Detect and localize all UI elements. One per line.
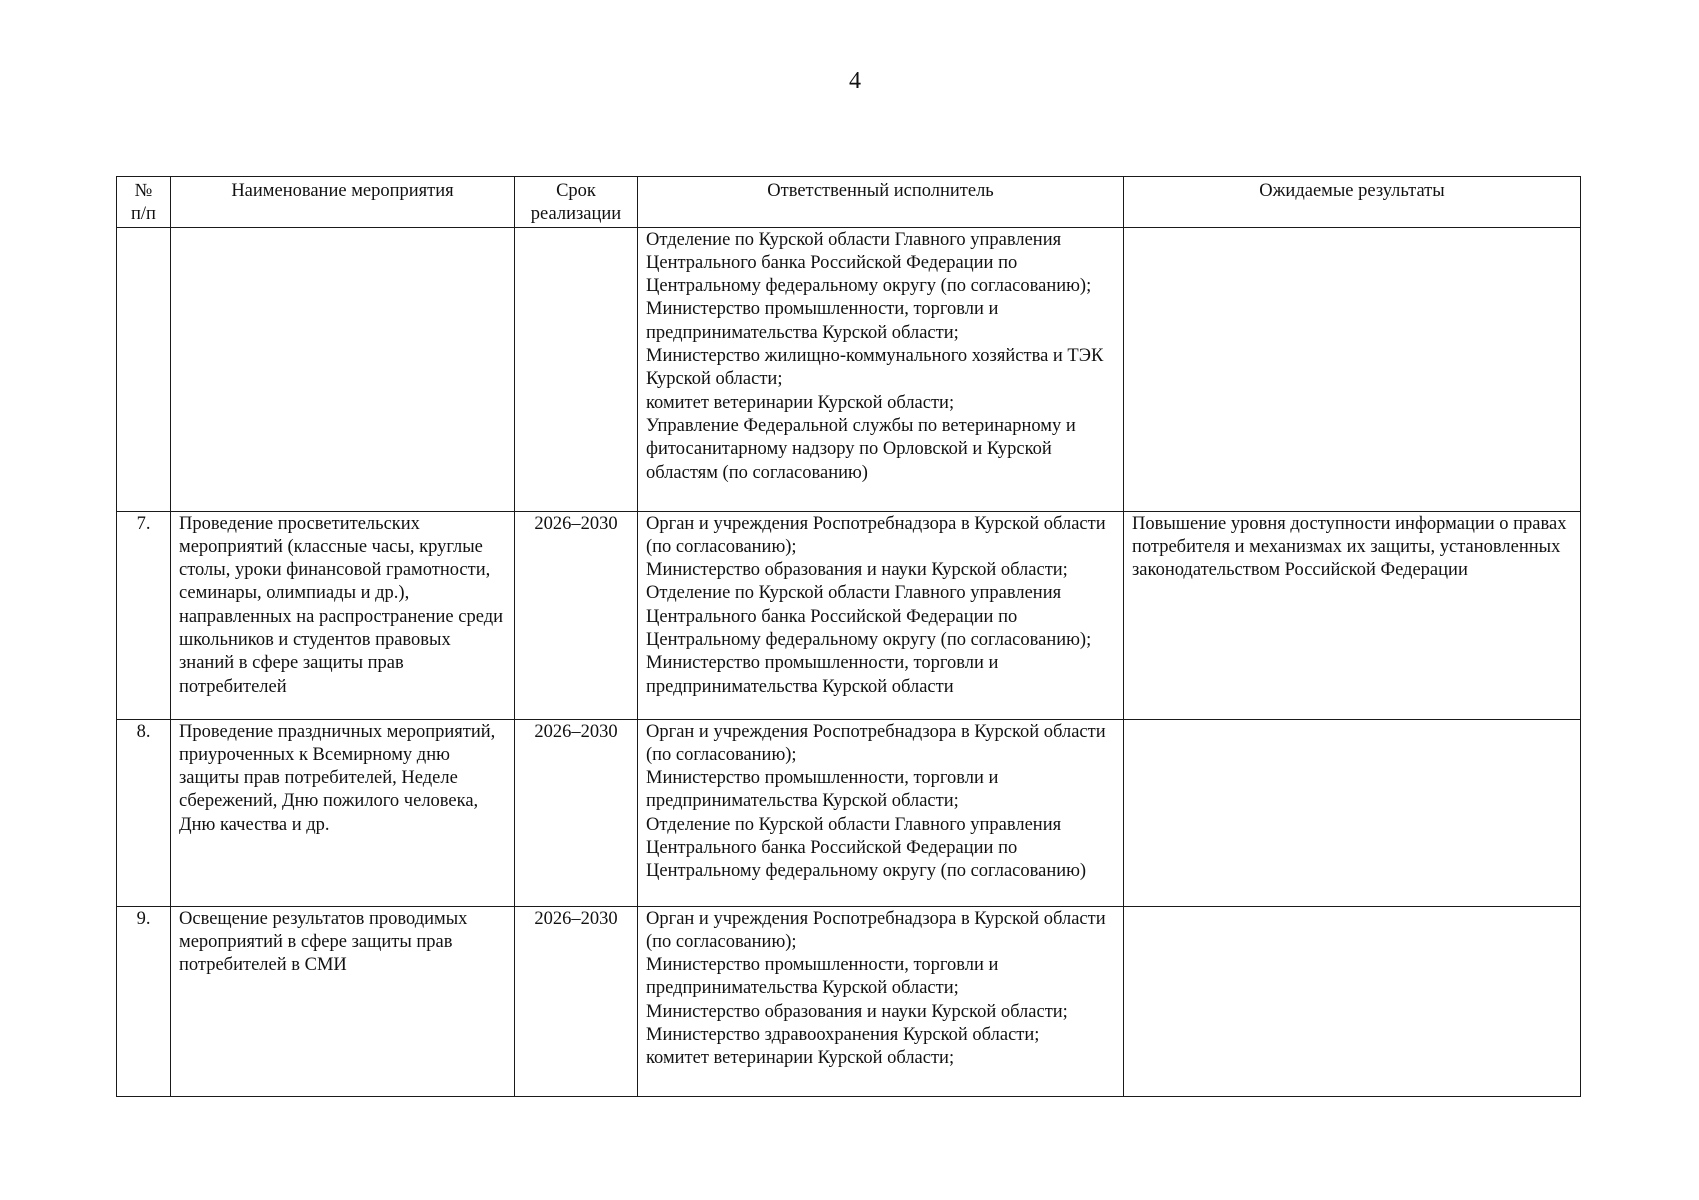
row-executor: Орган и учреждения Роспотребнадзора в Курской области (по согласованию); Министерство промышленности, торговли и предпринимательства Курской области; Министерство образования и науки Курской области; Министерство здравоохранения Курской области; комитет ветеринарии Курской области; <box>638 906 1124 1096</box>
row-results <box>1124 906 1581 1096</box>
row-num: 9. <box>117 906 171 1096</box>
row-name <box>171 227 515 511</box>
measures-table <box>116 176 1581 1097</box>
row-results <box>1124 227 1581 511</box>
row-num <box>117 227 171 511</box>
table-row <box>117 719 1581 906</box>
header-name: Наименование мероприятия <box>171 177 515 228</box>
table-row <box>117 227 1581 511</box>
row-executor: Отделение по Курской области Главного управления Центрального банка Российской Федерации по Центральному федеральному округу (по согласованию); Министерство промышленности, торговли и предпринимательства Курской области; Министерство жилищно-коммунального хозяйства и ТЭК Курской области; комитет ветеринарии Курской области; Управление Федеральной службы по ветеринарному и фитосанитарному надзору по Орловской и Курской областям (по согласованию) <box>638 227 1124 511</box>
row-results: Повышение уровня доступности информации о правах потребителя и механизмах их защиты, установленных законодательством Российской Федерации <box>1124 511 1581 719</box>
row-name: Освещение результатов проводимых мероприятий в сфере защиты прав потребителей в СМИ <box>171 906 515 1096</box>
row-term: 2026–2030 <box>515 719 638 906</box>
header-executor: Ответственный исполнитель <box>638 177 1124 228</box>
table-row <box>117 511 1581 719</box>
row-term: 2026–2030 <box>515 511 638 719</box>
table-row <box>117 906 1581 1096</box>
table-header-row <box>117 177 1581 228</box>
row-num: 7. <box>117 511 171 719</box>
row-term <box>515 227 638 511</box>
header-results: Ожидаемые результаты <box>1124 177 1581 228</box>
page-number: 4 <box>849 68 861 94</box>
row-executor: Орган и учреждения Роспотребнадзора в Курской области (по согласованию); Министерство образования и науки Курской области; Отделение по Курской области Главного управления Центрального банка Российской Федерации по Центральному федеральному округу (по согласованию); Министерство промышленности, торговли и предпринимательства Курской области <box>638 511 1124 719</box>
header-term: Срок реализации <box>515 177 638 228</box>
row-num: 8. <box>117 719 171 906</box>
row-executor: Орган и учреждения Роспотребнадзора в Курской области (по согласованию); Министерство промышленности, торговли и предпринимательства Курской области; Отделение по Курской области Главного управления Центрального банка Российской Федерации по Центральному федеральному округу (по согласованию) <box>638 719 1124 906</box>
row-term: 2026–2030 <box>515 906 638 1096</box>
row-name: Проведение просветительских мероприятий (классные часы, круглые столы, уроки финансовой грамотности, семинары, олимпиады и др.), направленных на распространение среди школьников и студентов правовых знаний в сфере защиты прав потребителей <box>171 511 515 719</box>
row-results <box>1124 719 1581 906</box>
row-name: Проведение праздничных мероприятий, приуроченных к Всемирному дню защиты прав потребителей, Неделе сбережений, Дню пожилого человека, Дню качества и др. <box>171 719 515 906</box>
header-num: № п/п <box>117 177 171 228</box>
